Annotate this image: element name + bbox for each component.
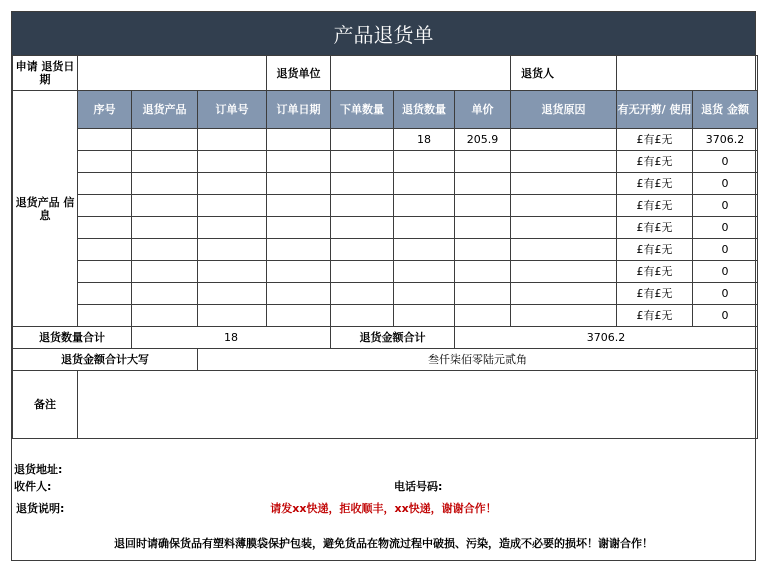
table-cell[interactable] [331,129,394,151]
return-unit-value[interactable] [331,56,511,91]
table-cell[interactable]: 0 [693,195,758,217]
used-checkbox-cell[interactable]: £有£无 [617,261,693,283]
table-cell[interactable]: 0 [693,305,758,327]
table-cell[interactable] [198,173,267,195]
table-cell[interactable] [198,283,267,305]
table-cell[interactable] [511,151,617,173]
table-row [13,151,758,173]
table-cell[interactable] [394,261,455,283]
amount-upper-value: 叁仟柒佰零陆元贰角 [198,349,758,371]
table-cell[interactable] [455,173,511,195]
table-cell[interactable] [331,261,394,283]
table-cell[interactable] [267,195,331,217]
apply-date-label: 申请 退货日期 [13,56,78,91]
table-cell[interactable]: 0 [693,151,758,173]
table-row [13,283,758,305]
packaging-notice: 退回时请确保货品有塑料薄膜袋保护包装，避免货品在物流过程中破损、污染，造成不必要的损坏！谢谢合作！ [114,537,653,550]
table-cell[interactable]: 0 [693,261,758,283]
table-cell[interactable] [198,261,267,283]
used-checkbox-cell[interactable]: £有£无 [617,195,693,217]
table-cell[interactable] [511,261,617,283]
table-row [13,195,758,217]
table-cell[interactable] [455,305,511,327]
table-cell[interactable]: 0 [693,217,758,239]
table-row [13,217,758,239]
table-cell[interactable] [455,261,511,283]
table-cell[interactable]: 3706.2 [693,129,758,151]
column-header: 退货产品 [132,91,198,129]
table-cell[interactable] [78,283,132,305]
table-cell[interactable] [78,261,132,283]
table-cell[interactable] [198,217,267,239]
table-cell[interactable] [267,129,331,151]
column-header: 有无开剪/ 使用 [617,91,693,129]
table-cell[interactable] [455,195,511,217]
table-cell[interactable] [394,151,455,173]
table-cell[interactable] [331,217,394,239]
table-cell[interactable] [331,239,394,261]
used-checkbox-cell[interactable]: £有£无 [617,283,693,305]
table-cell[interactable] [511,239,617,261]
table-cell[interactable] [78,129,132,151]
remark-value[interactable] [78,371,758,439]
table-cell[interactable] [78,195,132,217]
product-info-label: 退货产品 信息 [13,91,78,327]
table-row [13,129,758,151]
return-form-table [12,55,758,439]
table-row [13,261,758,283]
return-form-sheet [11,11,756,561]
table-cell[interactable] [267,173,331,195]
table-cell[interactable] [394,217,455,239]
table-cell[interactable] [267,217,331,239]
apply-date-value[interactable] [78,56,267,91]
table-cell[interactable] [267,283,331,305]
column-header: 退货数量 [394,91,455,129]
table-cell[interactable]: 18 [394,129,455,151]
table-cell[interactable] [78,217,132,239]
table-cell[interactable] [78,173,132,195]
table-cell[interactable] [198,151,267,173]
table-cell[interactable] [511,283,617,305]
table-cell[interactable] [78,151,132,173]
receiver-label: 收件人: [14,480,52,493]
table-cell[interactable] [331,151,394,173]
table-cell[interactable] [394,173,455,195]
instructions-text: 请发xx快递，拒收顺丰，xx快递，谢谢合作！ [270,502,497,515]
column-header: 单价 [455,91,511,129]
column-header: 退货 金额 [693,91,758,129]
table-cell[interactable] [331,173,394,195]
table-cell[interactable] [331,283,394,305]
table-cell[interactable] [511,305,617,327]
return-unit-label: 退货单位 [267,56,331,91]
form-title: 产品退货单 [12,12,755,55]
table-cell[interactable] [132,261,198,283]
phone-label: 电话号码: [394,480,443,493]
instructions-label: 退货说明: [16,502,65,515]
column-header: 订单日期 [267,91,331,129]
column-header: 下单数量 [331,91,394,129]
table-cell[interactable] [511,173,617,195]
table-cell[interactable] [78,305,132,327]
amount-upper-label: 退货金额合计大写 [13,349,198,371]
table-cell[interactable] [267,261,331,283]
table-cell[interactable] [331,305,394,327]
amount-total-label: 退货金额合计 [331,327,455,349]
table-cell[interactable] [78,239,132,261]
column-header: 订单号 [198,91,267,129]
table-cell[interactable]: 0 [693,283,758,305]
table-cell[interactable] [132,173,198,195]
table-cell[interactable]: 205.9 [455,129,511,151]
table-cell[interactable] [267,239,331,261]
table-cell[interactable] [511,217,617,239]
table-cell[interactable] [394,305,455,327]
table-cell[interactable] [198,129,267,151]
table-cell[interactable] [331,195,394,217]
table-row [13,173,758,195]
table-cell[interactable] [394,283,455,305]
table-cell[interactable] [267,305,331,327]
table-cell[interactable] [198,305,267,327]
used-checkbox-cell[interactable]: £有£无 [617,151,693,173]
return-address-label: 退货地址: [14,463,63,476]
returner-label: 退货人 [511,56,617,91]
used-checkbox-cell[interactable]: £有£无 [617,305,693,327]
qty-total-value: 18 [132,327,331,349]
table-cell[interactable] [267,151,331,173]
amount-total-value: 3706.2 [455,327,758,349]
table-row [13,239,758,261]
table-cell[interactable] [455,239,511,261]
table-cell[interactable] [455,151,511,173]
table-cell[interactable] [394,195,455,217]
used-checkbox-cell[interactable]: £有£无 [617,129,693,151]
table-cell[interactable]: 0 [693,173,758,195]
table-cell[interactable] [132,217,198,239]
table-cell[interactable]: 0 [693,239,758,261]
table-cell[interactable] [132,305,198,327]
remark-label: 备注 [13,371,78,439]
used-checkbox-cell[interactable]: £有£无 [617,217,693,239]
table-cell[interactable] [132,151,198,173]
table-cell[interactable] [455,217,511,239]
table-cell[interactable] [455,283,511,305]
table-cell[interactable] [511,129,617,151]
footer-section [12,444,755,561]
column-header: 退货原因 [511,91,617,129]
used-checkbox-cell[interactable]: £有£无 [617,173,693,195]
table-cell[interactable] [132,195,198,217]
column-header: 序号 [78,91,132,129]
qty-total-label: 退货数量合计 [13,327,132,349]
returner-value[interactable] [617,56,758,91]
table-cell[interactable] [511,195,617,217]
used-checkbox-cell[interactable]: £有£无 [617,239,693,261]
table-row [13,305,758,327]
table-cell[interactable] [132,129,198,151]
table-cell[interactable] [132,283,198,305]
table-cell[interactable] [394,239,455,261]
table-cell[interactable] [132,239,198,261]
table-cell[interactable] [198,239,267,261]
table-cell[interactable] [198,195,267,217]
